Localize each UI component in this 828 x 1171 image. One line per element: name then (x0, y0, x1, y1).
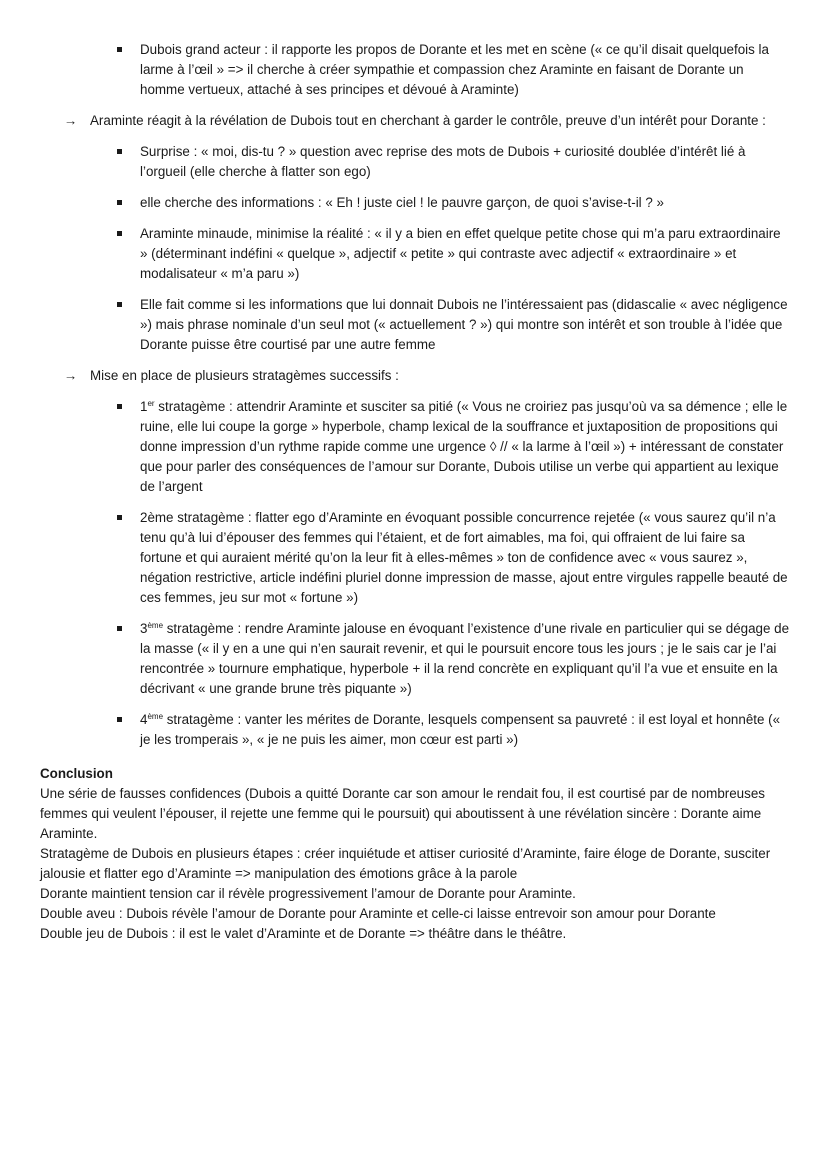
arrow-point-text: Mise en place de plusieurs stratagèmes successifs : (90, 368, 399, 383)
arrow-point-text: Araminte réagit à la révélation de Dubois tout en cherchant à garder le contrôle, preuve d’un intérêt pour Dorante : (90, 113, 766, 128)
ordinal-suffix: er (147, 399, 155, 408)
ordinal-number: 1 (140, 399, 148, 414)
conclusion-paragraph: Double aveu : Dubois révèle l’amour de Dorante pour Araminte et celle-ci laisse entrevoir son amour pour Dorante (40, 906, 716, 921)
arrow-point-araminte-reaction (64, 111, 768, 131)
arrow-right-icon: → (64, 113, 78, 128)
conclusion-paragraph: Double jeu de Dubois : il est le valet d’Araminte et de Dorante => théâtre dans le théâtre. (40, 926, 567, 941)
list-item-strategem-4 (140, 710, 790, 750)
bullet-list-strategems (0, 397, 828, 750)
conclusion-section (40, 764, 788, 944)
strategem-text: stratagème : rendre Araminte jalouse en évoquant l’existence d’une rivale en particulier qui se dégage de la masse (« il y en a une qui n’en saurait revenir, et qui le poursuit encore tous les jours ; je le sais car je l’ai rencontrée » tournure emphatique, hyperbole + il la rend concrète en expliquant qu’il l’a vue et ensuite en la décrivant « une grande brune très piquante ») (140, 621, 790, 696)
list-item: Araminte minaude, minimise la réalité : « il y a bien en effet quelque petite chose qui m’a paru extraordinaire » (déterminant indéfini « quelque », adjectif « petite » qui contraste avec adjectif « extraordinaire » et modalisateur « m’a paru ») (140, 224, 790, 284)
bullet-list-reaction (0, 142, 828, 355)
conclusion-heading: Conclusion (40, 766, 113, 781)
ordinal-number: 3 (140, 621, 148, 636)
ordinal-number: 4 (140, 712, 148, 727)
conclusion-paragraph: Une série de fausses confidences (Dubois a quitté Dorante car son amour le rendait fou, il est courtisé par de nombreuses femmes qui veulent l’épouser, il rejette une femme qui le poursuit) qui aboutissent à une révélation sincère : Dorante aime Araminte. (40, 786, 765, 841)
list-item-strategem-2 (140, 508, 790, 608)
conclusion-paragraph: Dorante maintient tension car il révèle progressivement l’amour de Dorante pour Araminte. (40, 886, 576, 901)
list-item: Elle fait comme si les informations que lui donnait Dubois ne l’intéressaient pas (didascalie « avec négligence ») mais phrase nominale d’un seul mot (« actuellement ? ») qui montre son intérêt et son trouble à l’idée que Dorante puisse être courtisé par une autre femme (140, 295, 790, 355)
ordinal-suffix: ème (147, 621, 164, 630)
list-item-strategem-3 (140, 619, 790, 699)
list-item: elle cherche des informations : « Eh ! juste ciel ! le pauvre garçon, de quoi s’avise-t-il ? » (140, 193, 790, 213)
strategem-text: stratagème : flatter ego d’Araminte en évoquant possible concurrence rejetée (« vous saurez qu’il n’a tenu qu’à lui d’épouser des femmes qui l’étaient, et de fort aimables, ma foi, qui offraient de lui faire sa fortune et qui auraient mérité qu’on la leur fit à elles-mêmes » ton de confidence avec « vous saurez », négation restrictive, article indéfini pluriel donne impression de masse, ajout entre virgules rappelle beauté de ces femmes, jeu sur mot « fortune ») (140, 510, 788, 605)
list-item-strategem-1 (140, 397, 790, 497)
strategem-text: stratagème : vanter les mérites de Dorante, lesquels compensent sa pauvreté : il est loyal et honnête (« je les tromperais », « je ne puis les aimer, mon cœur est parti ») (140, 712, 781, 747)
list-item: Surprise : « moi, dis-tu ? » question avec reprise des mots de Dubois + curiosité doublée d’intérêt lié à l’orgueil (elle cherche à flatter son ego) (140, 142, 790, 182)
arrow-right-icon: → (64, 368, 78, 383)
ordinal-number: 2ème (140, 510, 174, 525)
bullet-list-dubois (0, 40, 828, 100)
list-item: Dubois grand acteur : il rapporte les propos de Dorante et les met en scène (« ce qu’il disait quelquefois la larme à l’œil » => il cherche à créer sympathie et compassion chez Araminte en faisant de Dorante un homme vertueux, attaché à ses principes et dévoué à Araminte) (140, 40, 790, 100)
conclusion-paragraph: Stratagème de Dubois en plusieurs étapes : créer inquiétude et attiser curiosité d’Araminte, faire éloge de Dorante, susciter jalousie et flatter ego d’Araminte => manipulation des émotions grâce à la parole (40, 846, 771, 881)
strategem-text: stratagème : attendrir Araminte et susciter sa pitié (« Vous ne croiriez pas jusqu’où va sa démence ; elle le ruine, elle lui coupe la gorge » hyperbole, champ lexical de la souffrance et juxtaposition de propositions qui donne impression d’un rythme rapide comme une urgence ◊ // « la larme à l’œil ») + intéressant de constater que pour parler des conséquences de l’amour sur Dorante, Dubois utilise un verbe qui appartient au lexique de l’argent (140, 399, 788, 494)
ordinal-suffix: ème (147, 712, 164, 721)
arrow-point-strategems (64, 366, 768, 386)
